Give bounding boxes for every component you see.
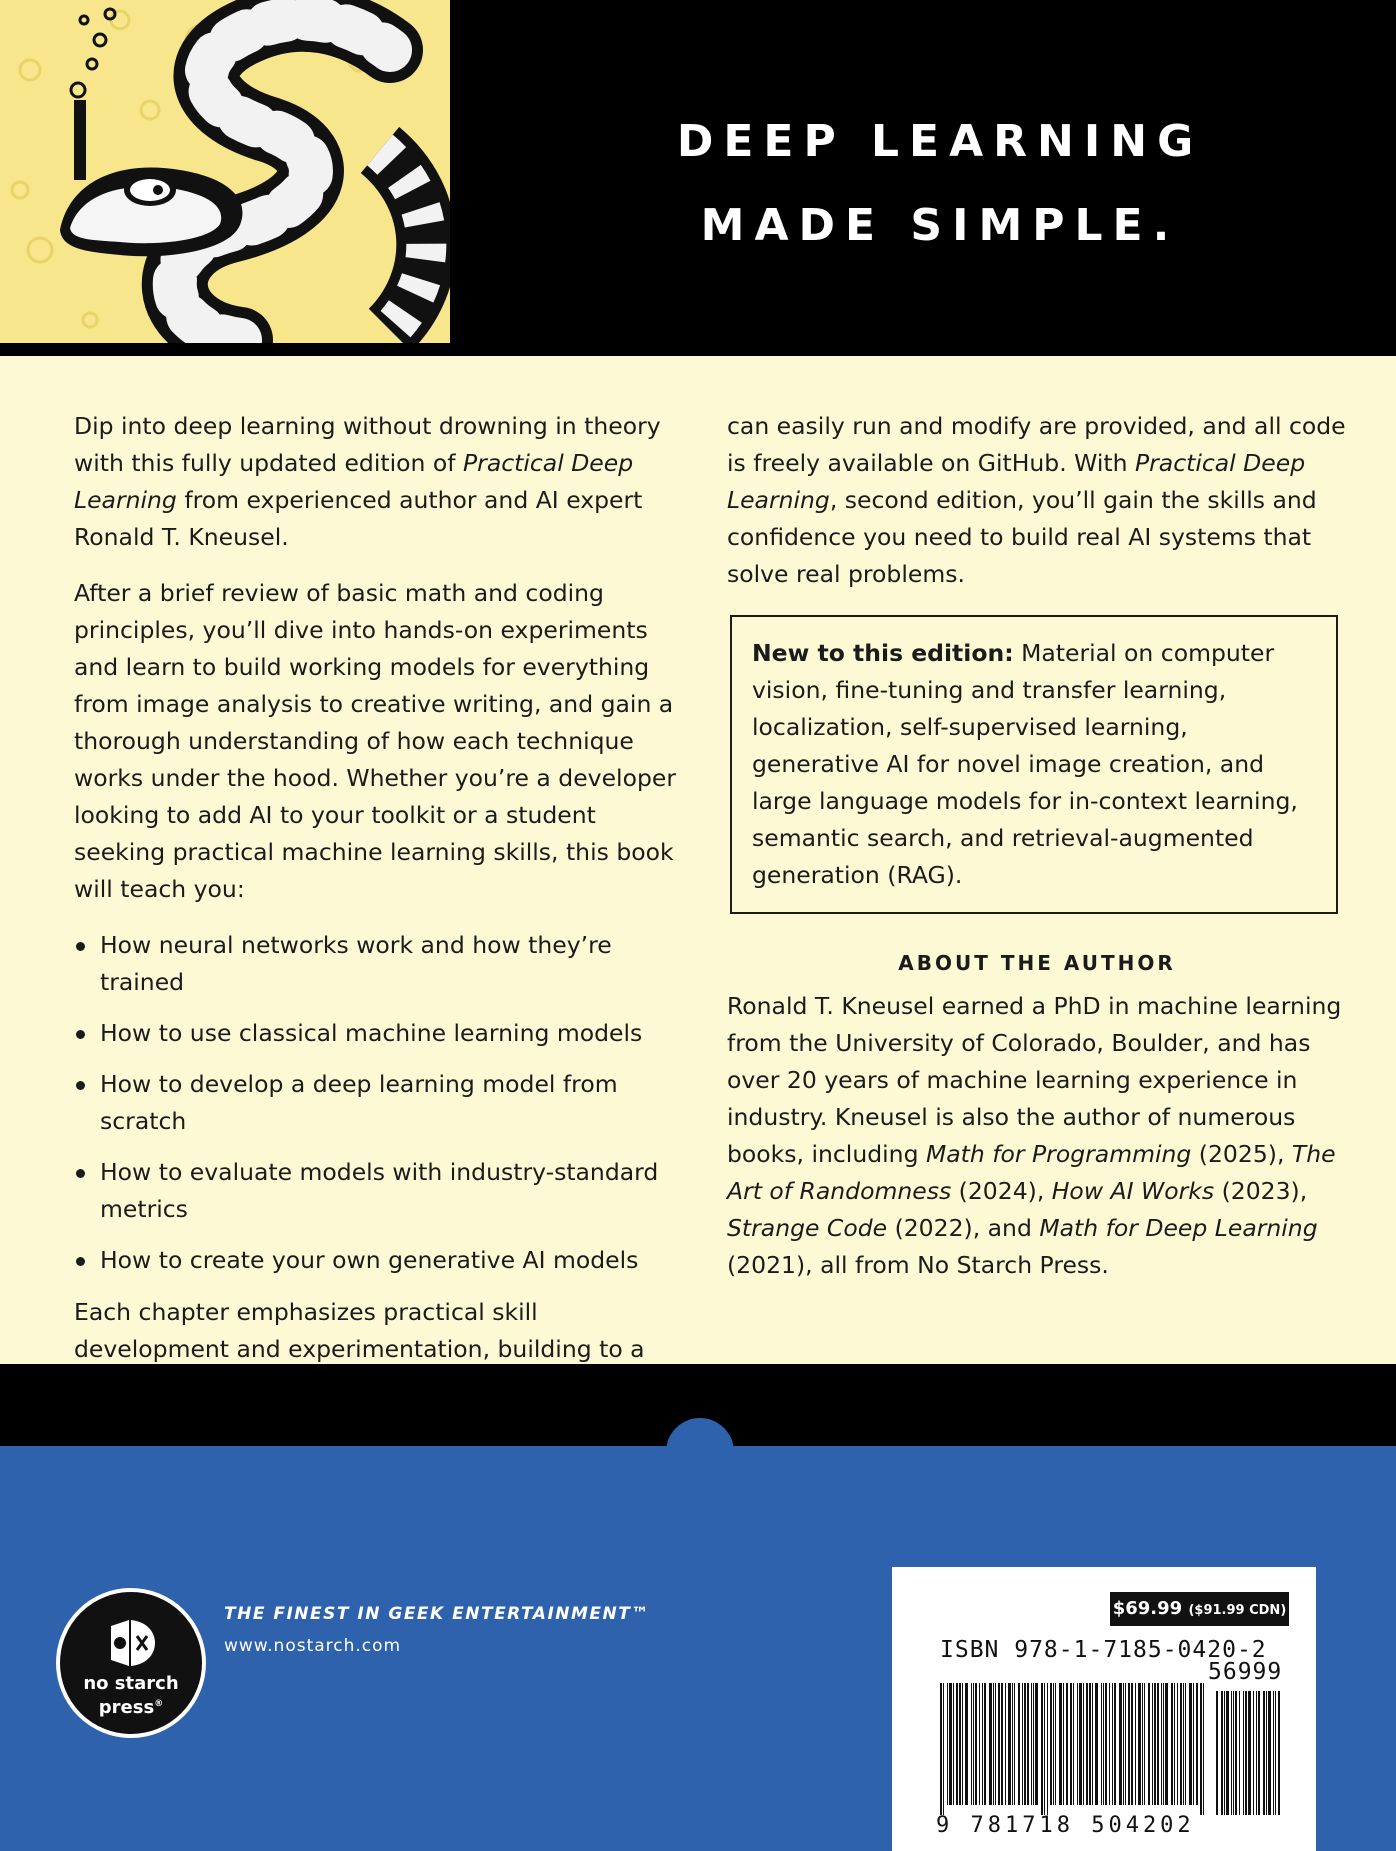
barcode-bar — [1053, 1683, 1054, 1805]
price-cdn: ($91.99 CDN) — [1188, 1603, 1287, 1618]
barcode-bar — [1024, 1683, 1026, 1805]
barcode-bar — [1079, 1683, 1082, 1805]
blue-bump — [666, 1418, 734, 1486]
list-item: How to create your own generative AI models — [74, 1242, 684, 1279]
logo-line-2: press — [98, 1697, 155, 1718]
registered-mark: ® — [154, 1699, 164, 1709]
barcode-bar — [1165, 1683, 1168, 1805]
barcode-bar — [1063, 1683, 1064, 1805]
barcode-add-on-bar — [1256, 1691, 1257, 1815]
right-column — [727, 408, 1347, 1303]
tagline — [560, 100, 1320, 268]
barcode-bar — [1144, 1683, 1145, 1805]
barcode-bar — [1014, 1683, 1015, 1805]
barcode-bar — [1135, 1683, 1136, 1805]
barcode-bar — [1161, 1683, 1162, 1805]
top-band — [0, 0, 1396, 356]
barcode-bar — [1174, 1683, 1175, 1805]
barcode-add-on-bar — [1239, 1691, 1240, 1815]
book-title: Strange Code — [727, 1214, 888, 1242]
barcode-add-on-bar — [1268, 1691, 1271, 1815]
list-item: How to evaluate models with industry-standard metrics — [74, 1154, 684, 1228]
barcode-bar — [1148, 1683, 1150, 1805]
barcode-bar — [943, 1683, 944, 1815]
barcode-bar — [995, 1683, 996, 1805]
publisher-url[interactable]: www.nostarch.com — [224, 1636, 402, 1656]
barcode-bar — [979, 1683, 980, 1805]
barcode-bar — [1163, 1683, 1164, 1805]
barcode-bar — [1073, 1683, 1074, 1805]
barcode-bar — [1055, 1683, 1056, 1805]
barcode-bar — [965, 1683, 968, 1805]
about-author-paragraph — [727, 988, 1347, 1284]
barcode-add-on-bar — [1263, 1691, 1265, 1815]
barcode-bar — [1095, 1683, 1098, 1805]
barcode-add-on-bar — [1245, 1691, 1247, 1815]
barcode-bar — [1180, 1683, 1182, 1805]
barcode-bar — [993, 1683, 994, 1805]
barcode-bar — [1012, 1683, 1013, 1805]
intro-text-1: Dip into deep learning without drowning in theory with this fully updated edition of — [74, 412, 661, 477]
about-text: (2021), all from No Starch Press. — [727, 1251, 1109, 1279]
logo-mark-icon — [103, 1616, 159, 1670]
barcode-add-on-bar — [1273, 1691, 1274, 1815]
barcode-bar — [1018, 1683, 1020, 1805]
barcode-bar — [1119, 1683, 1122, 1805]
case-study-paragraph: Each chapter emphasizes practical skill development and experimentation, building to a — [74, 1298, 645, 1363]
barcode-bar — [1138, 1683, 1141, 1805]
barcode-bar — [989, 1683, 992, 1805]
barcode-bar — [1103, 1683, 1104, 1805]
book-title: Math for Programming — [925, 1140, 1192, 1168]
barcode-bar — [1152, 1683, 1153, 1805]
new-edition-text: Material on computer vision, fine-tuning and transfer learning, localization, self-supervised learning, generative AI for novel image creation, and large language models for in-context learning, semantic search, and retrieval-augmented generation (RAG). — [752, 639, 1298, 889]
barcode-bar — [998, 1683, 1000, 1805]
isbn-number: ISBN 978-1-7185-0420-2 — [940, 1637, 1267, 1663]
barcode-bar — [971, 1683, 972, 1805]
barcode-add-on-bar — [1231, 1691, 1232, 1815]
barcode-bar — [1001, 1683, 1003, 1805]
barcode-bar — [1059, 1683, 1062, 1805]
barcode-bar — [1171, 1683, 1173, 1805]
barcode-bar — [1203, 1683, 1204, 1815]
book-title: Practical Deep Learning — [74, 449, 634, 514]
barcode-bar — [1086, 1683, 1088, 1805]
continuation-text-1: can easily run and modify are provided, and all code is freely available on GitHub. With — [727, 412, 1346, 477]
barcode-bar — [1050, 1683, 1052, 1805]
about-text: (2025), — [1191, 1140, 1292, 1168]
barcode-bar — [1077, 1683, 1078, 1805]
barcode-add-on-bar — [1224, 1691, 1225, 1815]
barcode-bar — [973, 1683, 974, 1805]
price-add-on-code: 56999 — [1208, 1659, 1283, 1685]
barcode-add-on-bar — [1243, 1691, 1244, 1815]
barcode-bar — [1041, 1683, 1043, 1815]
barcode-bar — [953, 1683, 954, 1805]
barcode-bar — [949, 1683, 952, 1805]
tagline-line-1: DEEP LEARNING — [676, 116, 1204, 167]
barcode-bar — [1177, 1683, 1178, 1805]
barcode-bar — [1154, 1683, 1156, 1805]
barcode-bar — [1193, 1683, 1194, 1805]
barcode-bar — [956, 1683, 958, 1805]
barcode-box — [892, 1567, 1316, 1851]
barcode-digits: 9 781718 504202 — [936, 1813, 1195, 1838]
barcode-bar — [1189, 1683, 1192, 1805]
barcode-add-on-bar — [1221, 1691, 1223, 1815]
barcode-add-on-bar — [1226, 1691, 1229, 1815]
about-author-heading: ABOUT THE AUTHOR — [898, 951, 1176, 975]
barcode-bar — [1128, 1683, 1130, 1805]
new-edition-box — [730, 615, 1338, 914]
barcode-bar — [962, 1683, 963, 1805]
barcode-bar — [959, 1683, 961, 1805]
snorkeling-python-icon — [0, 0, 450, 343]
barcode-add-on-bar — [1266, 1691, 1267, 1815]
barcode-bar — [1005, 1683, 1006, 1805]
barcode-add-on-bar — [1275, 1691, 1276, 1815]
barcode-bar — [1183, 1683, 1184, 1805]
barcode-bar — [1112, 1683, 1113, 1805]
book-title: Practical Deep Learning — [727, 449, 1306, 514]
barcode-bar — [1035, 1683, 1038, 1805]
barcode-bar — [1047, 1683, 1048, 1815]
list-item: How neural networks work and how they’re trained — [74, 927, 684, 1001]
tagline-line-2: MADE SIMPLE. — [700, 200, 1180, 251]
barcode-bar — [1157, 1683, 1159, 1805]
barcode-bar — [1092, 1683, 1093, 1805]
barcode-bar — [975, 1683, 977, 1805]
list-item: How to develop a deep learning model from scratch — [74, 1066, 684, 1140]
barcode-add-on-bar — [1216, 1691, 1218, 1815]
price-usd: $69.99 — [1112, 1598, 1183, 1619]
barcode-bar — [1200, 1683, 1202, 1815]
intro-paragraph — [74, 408, 684, 556]
barcode-add-on-bar — [1278, 1691, 1280, 1815]
intro-text-2: from experienced author and AI expert Ronald T. Kneusel. — [74, 486, 643, 551]
barcode-bar — [1022, 1683, 1023, 1805]
about-text: (2024), — [951, 1177, 1052, 1205]
barcode-bar — [1089, 1683, 1091, 1805]
book-title: The Art of Randomness — [727, 1140, 1336, 1205]
price-tag — [1110, 1592, 1289, 1626]
barcode-bar — [1031, 1683, 1032, 1805]
barcode-add-on-bar — [1233, 1691, 1234, 1815]
barcode-bar — [984, 1683, 986, 1805]
no-starch-press-logo — [56, 1588, 206, 1738]
book-title: How AI Works — [1051, 1177, 1215, 1205]
about-text: (2023), — [1214, 1177, 1308, 1205]
barcode-bar — [1131, 1683, 1133, 1805]
barcode-bar — [1109, 1683, 1110, 1805]
barcode-icon — [934, 1683, 1284, 1815]
barcode-bar — [1033, 1683, 1034, 1805]
continuation-paragraph — [727, 408, 1347, 593]
barcode-bar — [1123, 1683, 1124, 1805]
barcode-add-on-bar — [1253, 1691, 1254, 1815]
list-item: How to use classical machine learning models — [74, 1015, 684, 1052]
barcode-bar — [1196, 1683, 1198, 1805]
barcode-bar — [1101, 1683, 1102, 1805]
book-title: Math for Deep Learning — [1039, 1214, 1318, 1242]
about-text: Ronald T. Kneusel earned a PhD in machine learning from the University of Colorado, Boulder, and has over 20 years of machine learning experience in industry. Kneusel is also the author of numerous books, including — [727, 992, 1342, 1168]
barcode-bar — [1066, 1683, 1068, 1805]
continuation-text-2: , second edition, you’ll gain the skills and confidence you need to build real AI systems that solve real problems. — [727, 486, 1317, 588]
barcode-bar — [947, 1683, 948, 1805]
skills-list — [74, 927, 684, 1279]
barcode-bar — [1105, 1683, 1107, 1805]
barcode-bar — [1125, 1683, 1126, 1805]
barcode-bar — [1008, 1683, 1011, 1805]
barcode-add-on-bar — [1258, 1691, 1260, 1815]
publisher-slogan: THE FINEST IN GEEK ENTERTAINMENT™ — [224, 1604, 650, 1624]
logo-line-1: no starch — [83, 1673, 179, 1694]
barcode-bar — [1070, 1683, 1072, 1805]
overview-paragraph: After a brief review of basic math and coding principles, you’ll dive into hands-on experiments and learn to build working models for everything from image analysis to creative writing, and gain a thorough understanding of how each technique works under the hood. Whether you’re a developer looking to add AI to your toolkit or a student seeking practical machine learning skills, this book will teach you: — [74, 579, 676, 903]
logo-text — [60, 1674, 202, 1718]
new-edition-lead: New to this edition: — [752, 639, 1014, 667]
barcode-bar — [1044, 1683, 1045, 1815]
barcode-bar — [1083, 1683, 1084, 1805]
barcode-bar — [1142, 1683, 1143, 1805]
barcode-bar — [1114, 1683, 1116, 1805]
barcode-add-on-bar — [1248, 1691, 1251, 1815]
barcode-add-on-bar — [1235, 1691, 1237, 1815]
barcode-bar — [1027, 1683, 1029, 1805]
barcode-bar — [1185, 1683, 1186, 1805]
left-column — [74, 408, 684, 1498]
about-text: (2022), and — [887, 1214, 1040, 1242]
barcode-bar — [940, 1683, 942, 1815]
barcode-bar — [982, 1683, 983, 1805]
